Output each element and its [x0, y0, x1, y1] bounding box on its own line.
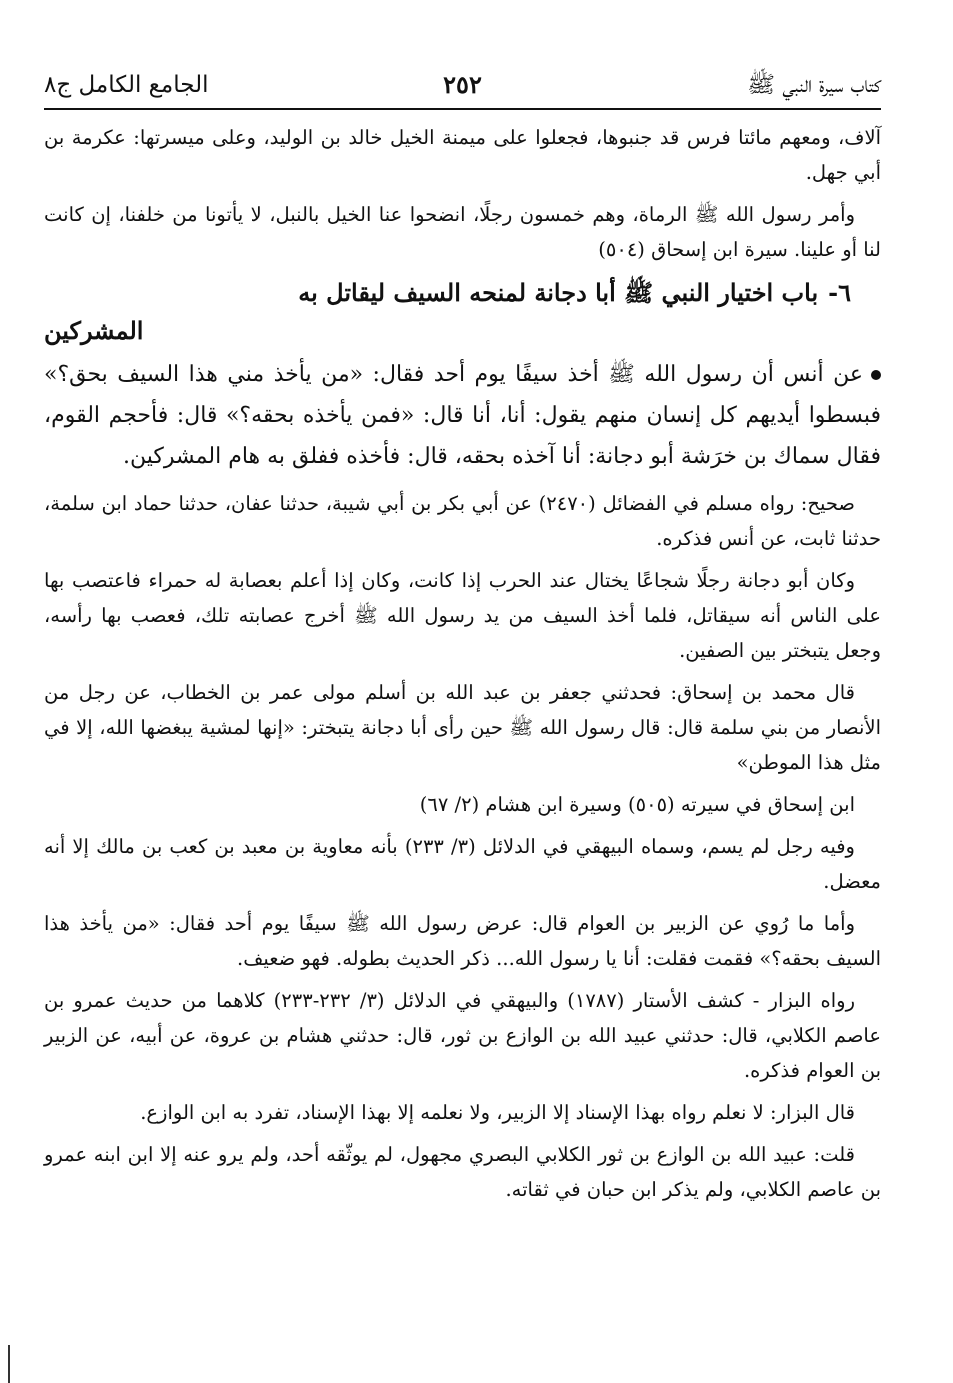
chapter-title — [44, 274, 881, 350]
series-title: الجامع الكامل ج٨ — [44, 72, 209, 98]
paragraph: وفيه رجل لم يسم، وسماه البيهقي في الدلائل (٣/ ٢٣٣) بأنه معاوية بن معبد بن كعب بن مالك إلا أنه معضل. — [44, 835, 881, 893]
page-content — [44, 110, 881, 1207]
book-title: كتاب سيرة النبي ﷺ — [747, 72, 881, 98]
paragraph: قال محمد بن إسحاق: فحدثني جعفر بن عبد الله بن أسلم مولى عمر بن الخطاب، عن رجل من الأنصار من بني سلمة قال: قال رسول الله ﷺ حين رأى أبا دجانة يتبختر: «إنها لمشية يبغضها الله، إلا في مثل هذا الموطن» — [44, 681, 881, 774]
page-edge-mark — [8, 1345, 10, 1383]
paragraph: قلت: عبيد الله بن الوازع بن ثور الكلابي البصري مجهول، لم يوثّقه أحد، ولم يرو عنه إلا ابن ابنه عمرو بن عاصم الكلابي، ولم يذكر ابن حبان في ثقاته. — [44, 1143, 881, 1201]
paragraph: رواه البزار - كشف الأستار (١٧٨٧) والبيهقي في الدلائل (٣/ ٢٣٢-٢٣٣) كلاهما من حديث عمرو بن عاصم الكلابي، قال: حدثني عبيد الله بن الوازع بن ثور، قال: حدثني هشام بن عروة، عن أبيه، عن الزبير بن العوام فذكره. — [44, 989, 881, 1082]
paragraph: وكان أبو دجانة رجلًا شجاعًا يختال عند الحرب إذا كانت، وكان إذا أعلم بعصابة له حمراء فاعتصب بها على الناس أنه سيقاتل، فلما أخذ السيف من يد رسول الله ﷺ أخرج عصابته تلك، فعصب بها رأسه، وجعل يتبختر بين الصفين. — [44, 569, 881, 662]
paragraph: ابن إسحاق في سيرته (٥٠٥) وسيرة ابن هشام (٢/ ٦٧) — [419, 793, 855, 816]
hadith-body: عن أنس أن رسول الله ﷺ أخذ سيفًا يوم أحد فقال: «من يأخذ مني هذا السيف بحق؟» فبسطوا أيديهم كل إنسان منهم يقول: أنا، أنا قال: «فمن يأخذه بحقه؟» قال: فأحجم القوم، فقال سماك بن خرَشة أبو دجانة: أنا آخذه بحقه، قال: فأخذه ففلق به هام المشركين. — [44, 362, 881, 469]
chapter-title-line2: المشركين — [44, 316, 144, 345]
page-number: ٢٥٢ — [443, 70, 482, 99]
paragraph: صحيح: رواه مسلم في الفضائل (٢٤٧٠) عن أبي بكر بن أبي شيبة، حدثنا عفان، حدثنا حماد ابن سلمة، حدثنا ثابت، عن أنس فذكره. — [44, 492, 881, 550]
book-page — [44, 62, 881, 1383]
chapter-number: ٦- — [828, 278, 851, 307]
paragraph: وأمر رسول الله ﷺ الرماة، وهم خمسون رجلًا، انضحوا عنا الخيل بالنبل، لا يأتونا من خلفنا، إن كانت لنا أو علينا. سيرة ابن إسحاق (٥٠٤) — [44, 203, 881, 261]
paragraph: وأما ما رُوي عن الزبير بن العوام قال: عرض رسول الله ﷺ سيفًا يوم أحد فقال: «من يأخذ هذا السيف بحقه؟» فقمت فقلت: أنا يا رسول الله... ذكر الحديث بطوله. فهو ضعيف. — [44, 912, 881, 970]
chapter-title-line1: باب اختيار النبي ﷺ أبا دجانة لمنحه السيف ليقاتل به — [298, 278, 819, 307]
page-header — [44, 62, 881, 110]
paragraph: آلاف، ومعهم مائتا فرس قد جنبوها، فجعلوا على ميمنة الخيل خالد بن الوليد، وعلى ميسرتها: عكرمة بن أبي جهل. — [44, 126, 881, 184]
bullet-icon — [871, 370, 881, 380]
hadith-text — [44, 354, 881, 477]
paragraph: قال البزار: لا نعلم رواه بهذا الإسناد إلا الزبير، ولا نعلمه إلا بهذا الإسناد، تفرد به ابن الوازع. — [140, 1101, 855, 1124]
